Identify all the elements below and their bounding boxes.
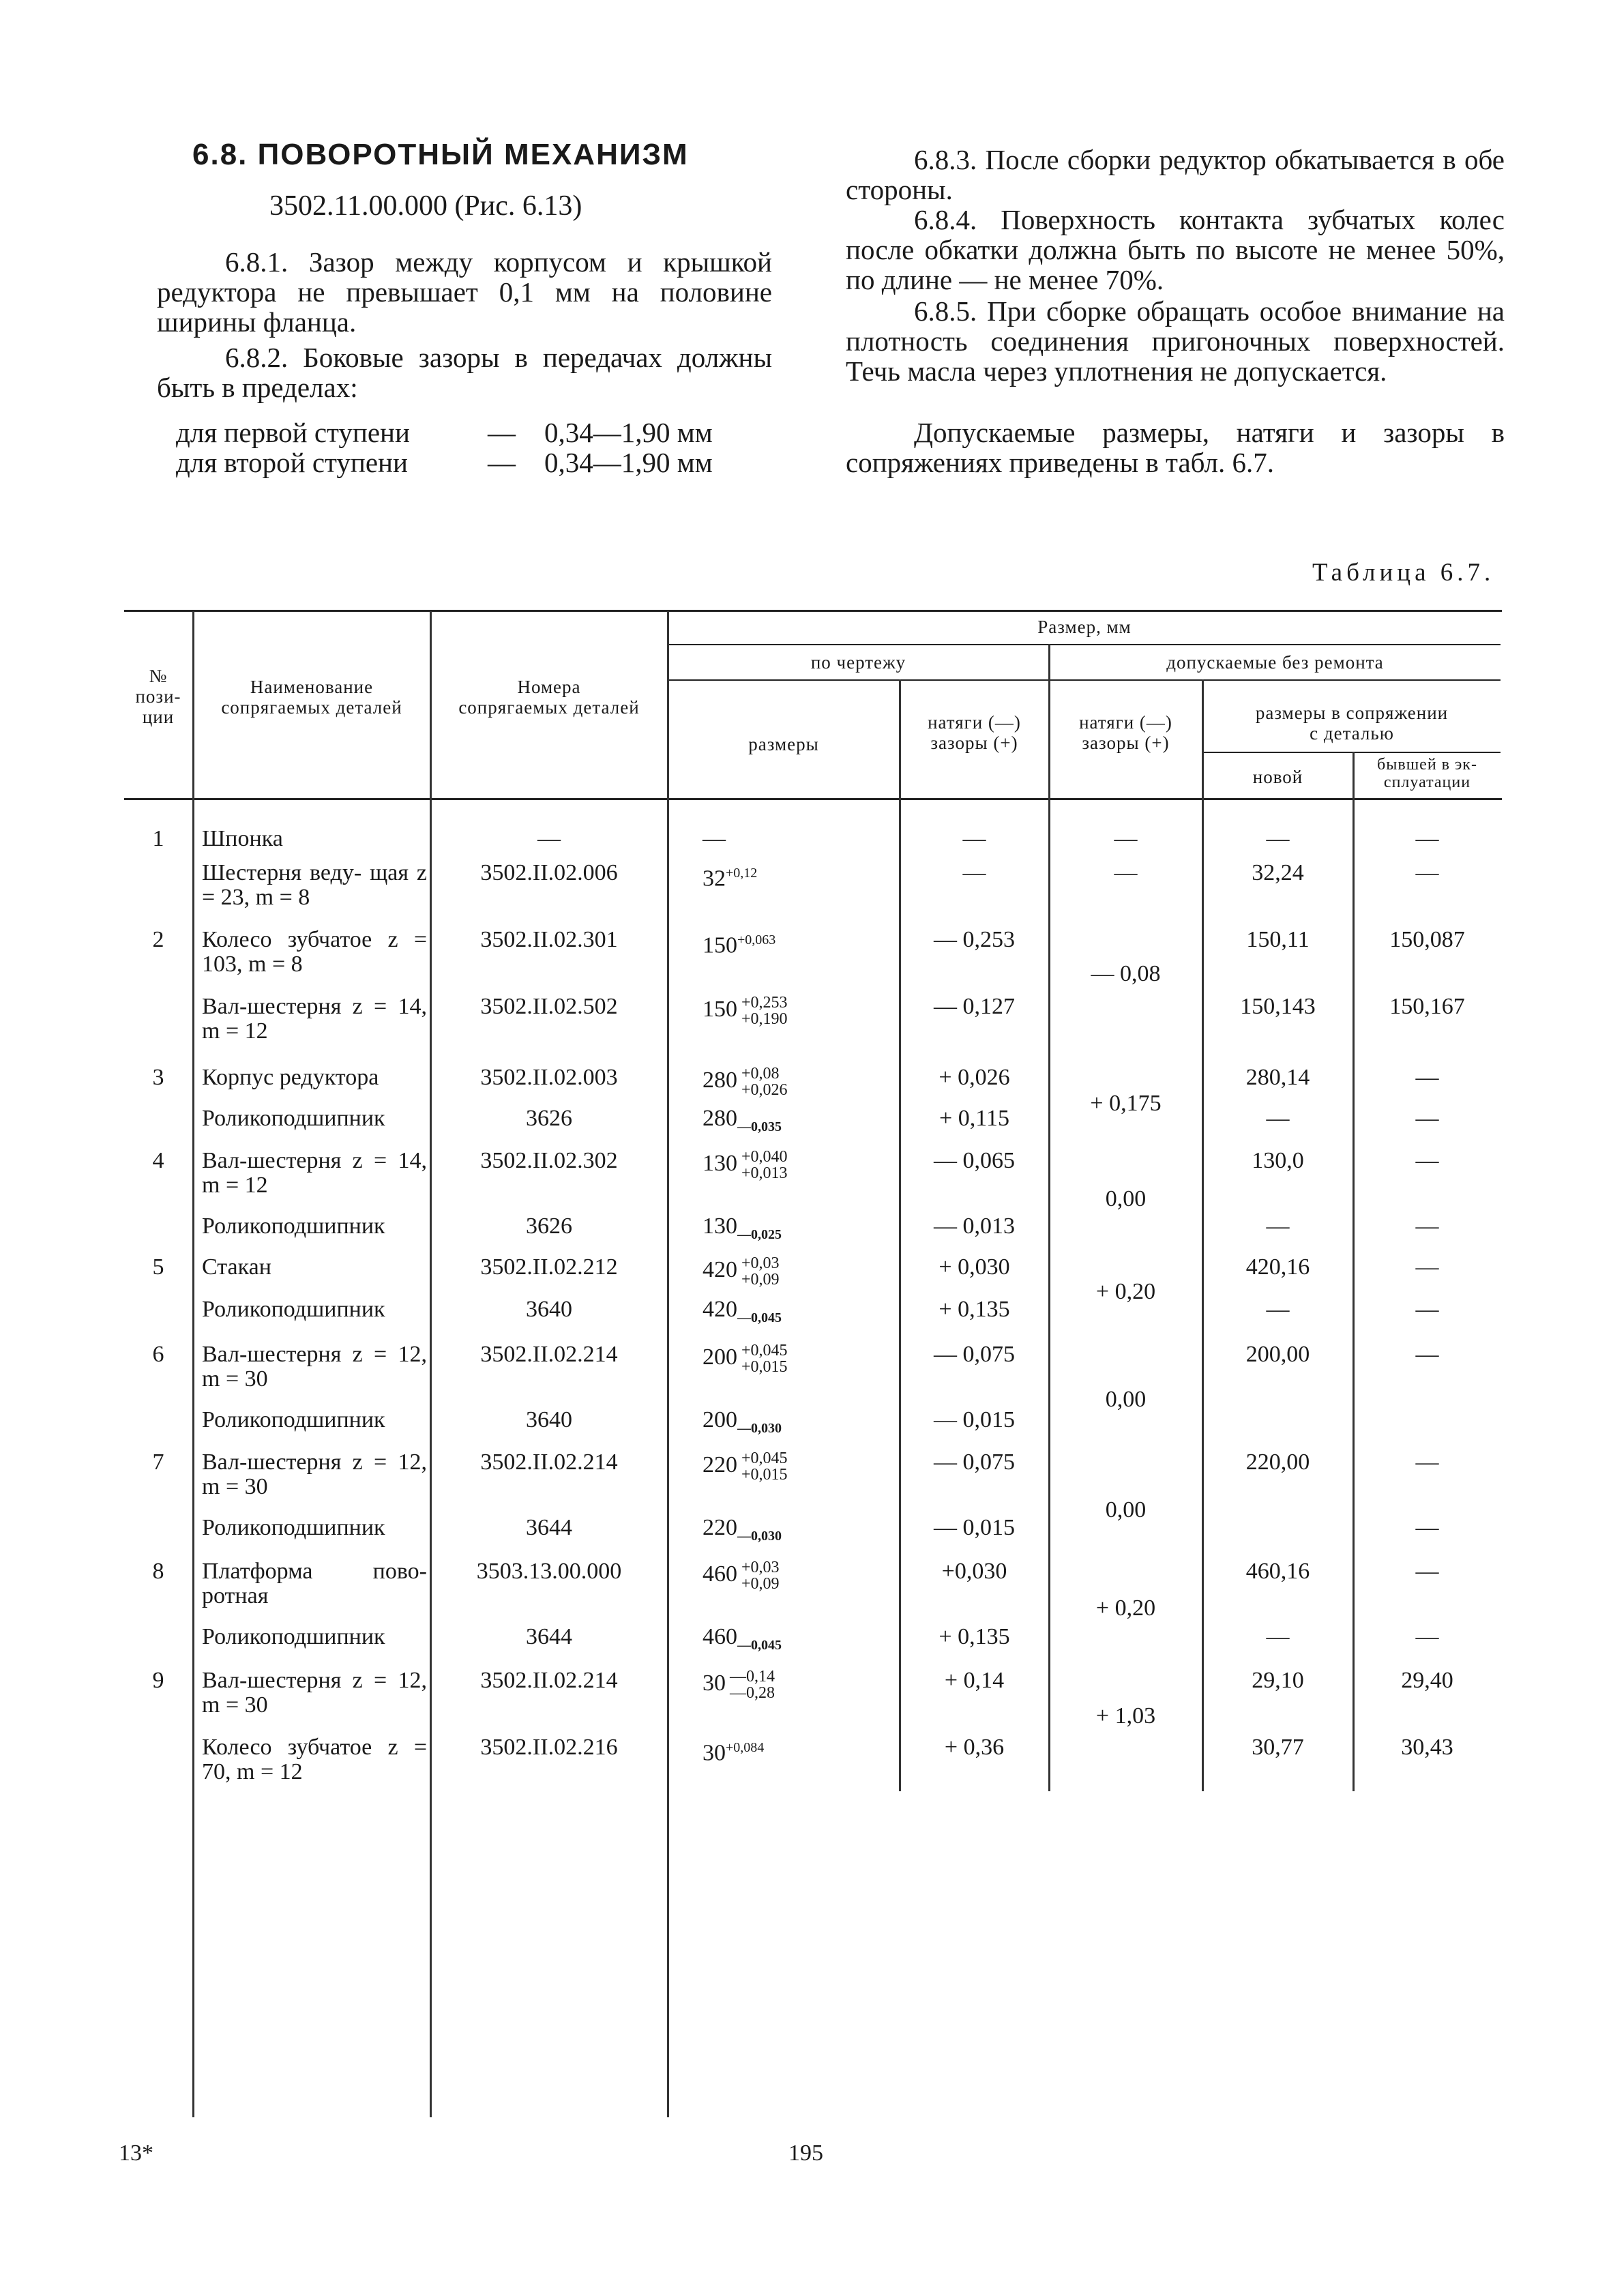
tolerance-upper: —0,14 [730, 1668, 775, 1686]
size-tolerance-range [741, 1342, 788, 1375]
row-new: — [1266, 1213, 1290, 1239]
row-pos: 8 [152, 1559, 164, 1584]
size-tolerance-lower: —0,045 [737, 1637, 782, 1653]
row-number: 3502.II.02.216 [480, 1735, 618, 1760]
row-used: 30,43 [1401, 1735, 1453, 1760]
row-name: Роликоподшипник [202, 1407, 385, 1432]
row-fit: + 0,135 [938, 1624, 1010, 1649]
row-name: Стакан [202, 1254, 271, 1280]
row-number: 3503.13.00.000 [476, 1559, 622, 1584]
tolerance-lower: +0,026 [741, 1081, 788, 1099]
size-tolerance-range [730, 1668, 775, 1701]
row-fit: — 0,015 [934, 1515, 1015, 1540]
row-used: — [1415, 1213, 1439, 1239]
row-name: Корпус редуктора [202, 1065, 379, 1090]
row-name: Вал-шестерня z = 14, m = 12 [202, 994, 427, 1044]
row-size [703, 1214, 893, 1247]
step-2-dash: — [488, 447, 516, 478]
row-fit: — 0,013 [934, 1213, 1015, 1239]
size-base: 30 [703, 1740, 726, 1766]
size-base: 460 [703, 1624, 737, 1649]
merged-fit-allowed: + 0,20 [1095, 1279, 1156, 1304]
row-number: 3640 [526, 1407, 572, 1432]
row-fit: +0,030 [941, 1559, 1007, 1584]
row-size [703, 1559, 893, 1592]
row-size [703, 1450, 893, 1483]
row-number: 3640 [526, 1297, 572, 1322]
row-fit: + 0,026 [938, 1065, 1010, 1090]
row-name: Роликоподшипник [202, 1515, 385, 1540]
row-size [703, 1106, 893, 1139]
row-pos: 2 [152, 927, 164, 952]
size-tolerance-range [741, 1450, 788, 1483]
tolerance-upper: +0,253 [741, 994, 788, 1012]
table-top-rule [124, 610, 1502, 612]
row-pos: 6 [152, 1342, 164, 1367]
row-new: 29,10 [1252, 1668, 1304, 1693]
row-used: — [1415, 1449, 1439, 1475]
row-size [703, 1149, 893, 1181]
header-pos: № пози- ции [135, 666, 181, 727]
merged-fit-allowed: + 0,175 [1090, 1091, 1162, 1116]
row-number: 3626 [526, 1213, 572, 1239]
row-name: Платформа пово- ротная [202, 1559, 427, 1608]
header-bottom-rule [124, 798, 1502, 800]
row-used: — [1415, 1254, 1439, 1280]
size-tolerance-lower: —0,035 [737, 1119, 782, 1134]
size-tolerance-range [741, 1255, 780, 1288]
paragraph-6-8-4: 6.8.4. Поверхность контакта зубчатых колес после обкатки должна быть по высоте не менее 50%, по длине — не менее 70%. [846, 204, 1505, 295]
row-name: Колесо зубчатое z = 103, m = 8 [202, 927, 427, 977]
row-new: 32,24 [1252, 860, 1304, 885]
step-1-dash: — [488, 417, 516, 448]
col-divider-3 [667, 611, 669, 2117]
size-tolerance-range [741, 1065, 788, 1098]
row-used: 150,087 [1389, 927, 1465, 952]
row-new: — [1266, 1106, 1290, 1131]
row-fit: — 0,015 [934, 1407, 1015, 1432]
size-base: 280 [703, 1067, 737, 1093]
size-base: 220 [703, 1452, 737, 1477]
row-new: 130,0 [1252, 1148, 1304, 1173]
size-base: 220 [703, 1515, 737, 1540]
header-rule-size [668, 644, 1501, 645]
row-number: 3502.II.02.212 [480, 1254, 618, 1280]
header-mating: размеры в сопряжении с деталью [1255, 703, 1449, 744]
row-name: Вал-шестерня z = 12, m = 30 [202, 1449, 427, 1499]
row-name: Роликоподшипник [202, 1297, 385, 1322]
merged-fit-allowed: 0,00 [1105, 1497, 1147, 1522]
row-used: — [1415, 1559, 1439, 1584]
size-tolerance-lower: —0,025 [737, 1226, 782, 1242]
header-number: Номера сопрягаемых деталей [458, 677, 640, 718]
row-name: Вал-шестерня z = 12, m = 30 [202, 1342, 427, 1392]
row-fit-allowed: — [1114, 860, 1138, 885]
row-used: — [1415, 860, 1439, 885]
size-tolerance-lower: —0,030 [737, 1528, 782, 1544]
tolerance-upper: +0,045 [741, 1449, 788, 1467]
row-new: 220,00 [1245, 1449, 1310, 1475]
row-used: — [1415, 1297, 1439, 1322]
size-tolerance-range [741, 1149, 788, 1181]
row-size [703, 1408, 893, 1441]
header-allowed: допускаемые без ремонта [1166, 652, 1384, 673]
row-fit: — 0,127 [934, 994, 1015, 1019]
col-divider-1 [192, 611, 194, 2117]
row-number: 3502.II.02.502 [480, 994, 618, 1019]
section-title: 6.8. ПОВОРОТНЫЙ МЕХАНИЗМ [192, 138, 689, 171]
row-name: Шестерня веду- щая z = 23, m = 8 [202, 860, 427, 910]
size-base: 130 [703, 1213, 737, 1239]
row-new: 280,14 [1245, 1065, 1310, 1090]
header-rule-mating [1202, 752, 1501, 753]
header-used: бывшей в эк- сплуатации [1377, 756, 1477, 791]
size-base: 280 [703, 1106, 737, 1131]
header-by-drawing: по чертежу [810, 652, 906, 673]
row-size [703, 995, 893, 1027]
size-base: 130 [703, 1150, 737, 1176]
size-tolerance-upper: +0,12 [726, 866, 758, 881]
row-fit: — 0,253 [934, 927, 1015, 952]
row-number: 3626 [526, 1106, 572, 1131]
row-size [703, 1668, 893, 1701]
row-pos: 3 [152, 1065, 164, 1090]
table-caption: Таблица 6.7. [1312, 559, 1495, 587]
row-fit: + 0,135 [938, 1297, 1010, 1322]
row-name: Роликоподшипник [202, 1106, 385, 1131]
row-number: 3502.II.02.214 [480, 1668, 618, 1693]
row-new: — [1266, 1297, 1290, 1322]
step-1-value: 0,34—1,90 мм [544, 417, 713, 448]
merged-fit-allowed: 0,00 [1105, 1186, 1147, 1211]
row-size [703, 1342, 893, 1375]
size-base: 200 [703, 1407, 737, 1432]
row-size [703, 928, 893, 958]
paragraph-table-ref: Допускаемые размеры, натяги и зазоры в сопряжениях приведены в табл. 6.7. [846, 417, 1505, 478]
row-size [703, 1516, 893, 1548]
row-used: — [1415, 1515, 1439, 1540]
size-base: 420 [703, 1256, 737, 1282]
size-base: 30 [703, 1670, 726, 1696]
tolerance-lower: +0,013 [741, 1164, 788, 1182]
row-number: 3502.II.02.006 [480, 860, 618, 885]
row-pos: 9 [152, 1668, 164, 1693]
row-pos: 1 [152, 826, 164, 851]
row-number: 3502.II.02.301 [480, 927, 618, 952]
row-new: — [1266, 1624, 1290, 1649]
tolerance-upper: +0,08 [741, 1065, 780, 1083]
header-fit-drawing: натяги (—) зазоры (+) [928, 712, 1021, 753]
tolerance-upper: +0,03 [741, 1254, 780, 1272]
step-1-label: для первой ступени [176, 417, 410, 448]
row-used: — [1415, 1624, 1439, 1649]
merged-fit-allowed: 0,00 [1105, 1387, 1147, 1412]
row-pos: 7 [152, 1449, 164, 1475]
row-fit: — 0,075 [934, 1342, 1015, 1367]
row-name: Шпонка [202, 826, 283, 851]
tolerance-lower: +0,190 [741, 1010, 788, 1028]
paragraph-6-8-2: 6.8.2. Боковые зазоры в передачах должны быть в пределах: [157, 342, 772, 403]
row-fit: + 0,14 [944, 1668, 1005, 1693]
tolerance-upper: +0,040 [741, 1148, 788, 1166]
header-sizes: размеры [748, 734, 819, 754]
header-name: Наименование сопрягаемых деталей [221, 677, 402, 718]
row-size [703, 1625, 893, 1658]
row-fit: — [962, 860, 986, 885]
row-new: 150,11 [1246, 927, 1310, 952]
size-tolerance-range [741, 995, 788, 1027]
row-name: Колесо зубчатое z = 70, m = 12 [202, 1735, 427, 1784]
size-base: 150 [703, 932, 737, 958]
tolerance-lower: +0,09 [741, 1575, 780, 1593]
row-number: 3502.II.02.214 [480, 1342, 618, 1367]
paragraph-6-8-1: 6.8.1. Зазор между корпусом и крышкой редуктора не превышает 0,1 мм на половине ширины фланца. [157, 246, 772, 338]
tolerance-lower: +0,015 [741, 1358, 788, 1376]
size-tolerance-lower: —0,045 [737, 1310, 782, 1325]
tolerance-lower: +0,09 [741, 1271, 780, 1289]
row-used: — [1415, 1106, 1439, 1131]
tolerance-upper: +0,03 [741, 1559, 780, 1576]
step-2-value: 0,34—1,90 мм [544, 447, 713, 478]
row-new: 150,143 [1240, 994, 1316, 1019]
row-number: 3644 [526, 1515, 572, 1540]
merged-fit-allowed: — 0,08 [1091, 961, 1161, 986]
size-tolerance-lower: —0,030 [737, 1420, 782, 1436]
header-new: новой [1252, 767, 1303, 787]
row-used: — [1415, 1148, 1439, 1173]
page-number: 195 [788, 2140, 823, 2166]
row-name: Вал-шестерня z = 14, m = 12 [202, 1148, 427, 1198]
size-base: — [703, 826, 726, 851]
row-fit: — 0,065 [934, 1148, 1015, 1173]
row-number: 3502.II.02.302 [480, 1148, 618, 1173]
row-number: 3502.II.02.003 [480, 1065, 618, 1090]
row-size [703, 827, 893, 851]
size-tolerance-upper: +0,084 [726, 1740, 765, 1755]
row-size [703, 1735, 893, 1765]
row-size [703, 1297, 893, 1330]
page-signature: 13* [119, 2140, 153, 2166]
row-fit: — 0,075 [934, 1449, 1015, 1475]
row-name: Роликоподшипник [202, 1624, 385, 1649]
step-2-label: для второй ступени [176, 447, 408, 478]
merged-fit-allowed: + 0,20 [1095, 1595, 1156, 1621]
size-base: 150 [703, 996, 737, 1022]
paragraph-6-8-3: 6.8.3. После сборки редуктор обкатывается в обе стороны. [846, 144, 1505, 205]
row-size [703, 1255, 893, 1288]
row-used: 150,167 [1389, 994, 1465, 1019]
row-name: Вал-шестерня z = 12, m = 30 [202, 1668, 427, 1718]
paragraph-6-8-5: 6.8.5. При сборке обращать особое внимание на плотность соединения пригоночных поверхностей. Течь масла через уплотнения не допускается. [846, 295, 1505, 387]
size-tolerance-range [741, 1559, 780, 1592]
row-new: 420,16 [1245, 1254, 1310, 1280]
row-fit: + 0,36 [944, 1735, 1005, 1760]
row-fit-allowed: — [1114, 826, 1138, 851]
row-name: Роликоподшипник [202, 1213, 385, 1239]
row-new: 30,77 [1252, 1735, 1304, 1760]
size-base: 460 [703, 1561, 737, 1587]
header-size-mm: Размер, мм [1037, 617, 1132, 637]
row-new: — [1266, 826, 1290, 851]
size-base: 32 [703, 866, 726, 892]
row-number: — [537, 826, 561, 851]
size-base: 420 [703, 1297, 737, 1322]
tolerance-lower: —0,28 [730, 1684, 775, 1702]
row-used: — [1415, 1342, 1439, 1367]
tolerance-lower: +0,015 [741, 1466, 788, 1484]
row-new: 460,16 [1245, 1559, 1310, 1584]
merged-fit-allowed: + 1,03 [1095, 1703, 1156, 1728]
header-rule-groups [668, 679, 1501, 681]
row-fit: + 0,030 [938, 1254, 1010, 1280]
row-used: — [1415, 1065, 1439, 1090]
row-pos: 4 [152, 1148, 164, 1173]
row-number: 3502.II.02.214 [480, 1449, 618, 1475]
section-subtitle: 3502.11.00.000 (Рис. 6.13) [269, 190, 582, 222]
row-fit: + 0,115 [939, 1106, 1009, 1131]
row-pos: 5 [152, 1254, 164, 1280]
tolerance-upper: +0,045 [741, 1342, 788, 1359]
row-used: — [1415, 826, 1439, 851]
row-fit: — [962, 826, 986, 851]
row-new: 200,00 [1245, 1342, 1310, 1367]
row-size [703, 1065, 893, 1098]
row-number: 3644 [526, 1624, 572, 1649]
row-used: 29,40 [1401, 1668, 1453, 1693]
row-size [703, 861, 893, 891]
size-base: 200 [703, 1344, 737, 1370]
header-fit-allowed: натяги (—) зазоры (+) [1079, 712, 1172, 753]
size-tolerance-upper: +0,063 [737, 932, 776, 947]
